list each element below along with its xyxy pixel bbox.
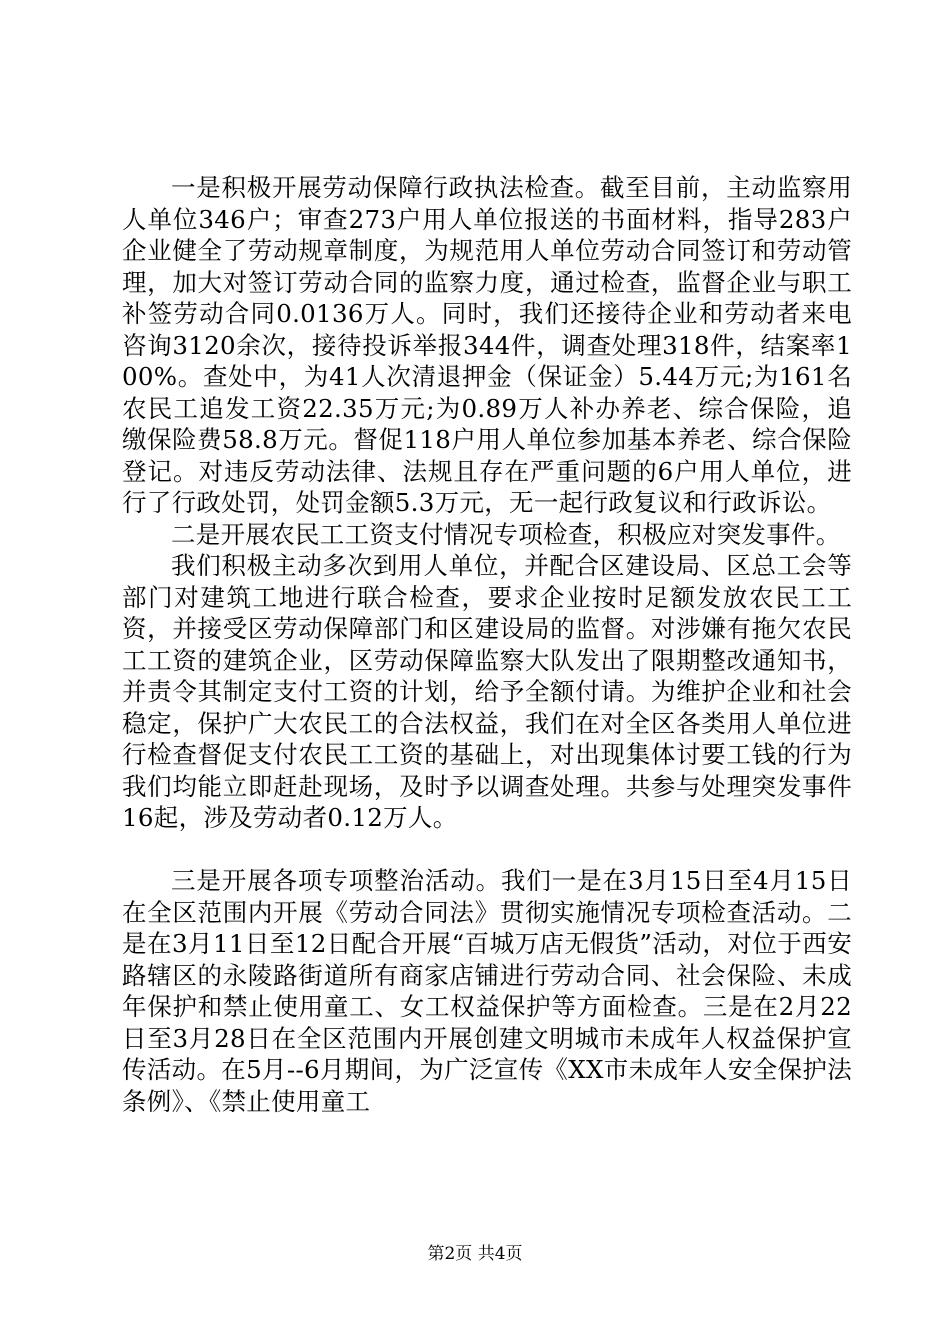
document-body [122, 172, 852, 1117]
paragraph-special-campaigns: 三是开展各项专项整治活动。我们一是在3月15日至4月15日在全区范围内开展《劳动合同法》贯彻实施情况专项检查活动。二是在3月11日至12日配合开展“百城万店无假货”活动，对位于西安路辖区的永陵路街道所有商家店铺进行劳动合同、社会保险、未成年保护和禁止使用童工、女工权益保护等方面检查。三是在2月22日至3月28日在全区范围内开展创建文明城市未成年人权益保护宣传活动。在5月--6月期间，为广泛宣传《XX市未成年人安全保护法条例》、《禁止使用童工 [122, 866, 852, 1116]
paragraph-labor-inspection: 一是积极开展劳动保障行政执法检查。截至目前，主动监察用人单位346户；审查273户用人单位报送的书面材料，指导283户企业健全了劳动规章制度，为规范用人单位劳动合同签订和劳动管理，加大对签订劳动合同的监察力度，通过检查，监督企业与职工补签劳动合同0.0136万人。同时，我们还接待企业和劳动者来电咨询3120余次，接待投诉举报344件，调查处理318件，结案率100%。查处中，为41人次清退押金（保证金）5.44万元;为161名农民工追发工资22.35万元;为0.89万人补办养老、综合保险，追缴保险费58.8万元。督促118户用人单位参加基本养老、综合保险登记。对违反劳动法律、法规且存在严重问题的6户用人单位，进行了行政处罚，处罚金额5.3万元，无一起行政复议和行政诉讼。 [122, 173, 852, 517]
page-footer: 第2页 共4页 [427, 1244, 523, 1264]
paragraph-migrant-wage-detail: 我们积极主动多次到用人单位，并配合区建设局、区总工会等部门对建筑工地进行联合检查，要求企业按时足额发放农民工工资，并接受区劳动保障部门和区建设局的监督。对涉嫌有拖欠农民工工资的建筑企业，区劳动保障监察大队发出了限期整改通知书，并责令其制定支付工资的计划，给予全额付请。为维护企业和社会稳定，保护广大农民工的合法权益，我们在对全区各类用人单位进行检查督促支付农民工工资的基础上，对出现集体讨要工钱的行为我们均能立即赶赴现场，及时予以调查处理。共参与处理突发事件16起，涉及劳动者0.12万人。 [122, 551, 852, 832]
paragraph-migrant-wage-heading: 二是开展农民工工资支付情况专项检查，积极应对突发事件。 [171, 519, 841, 549]
paragraph-spacer [122, 834, 852, 866]
